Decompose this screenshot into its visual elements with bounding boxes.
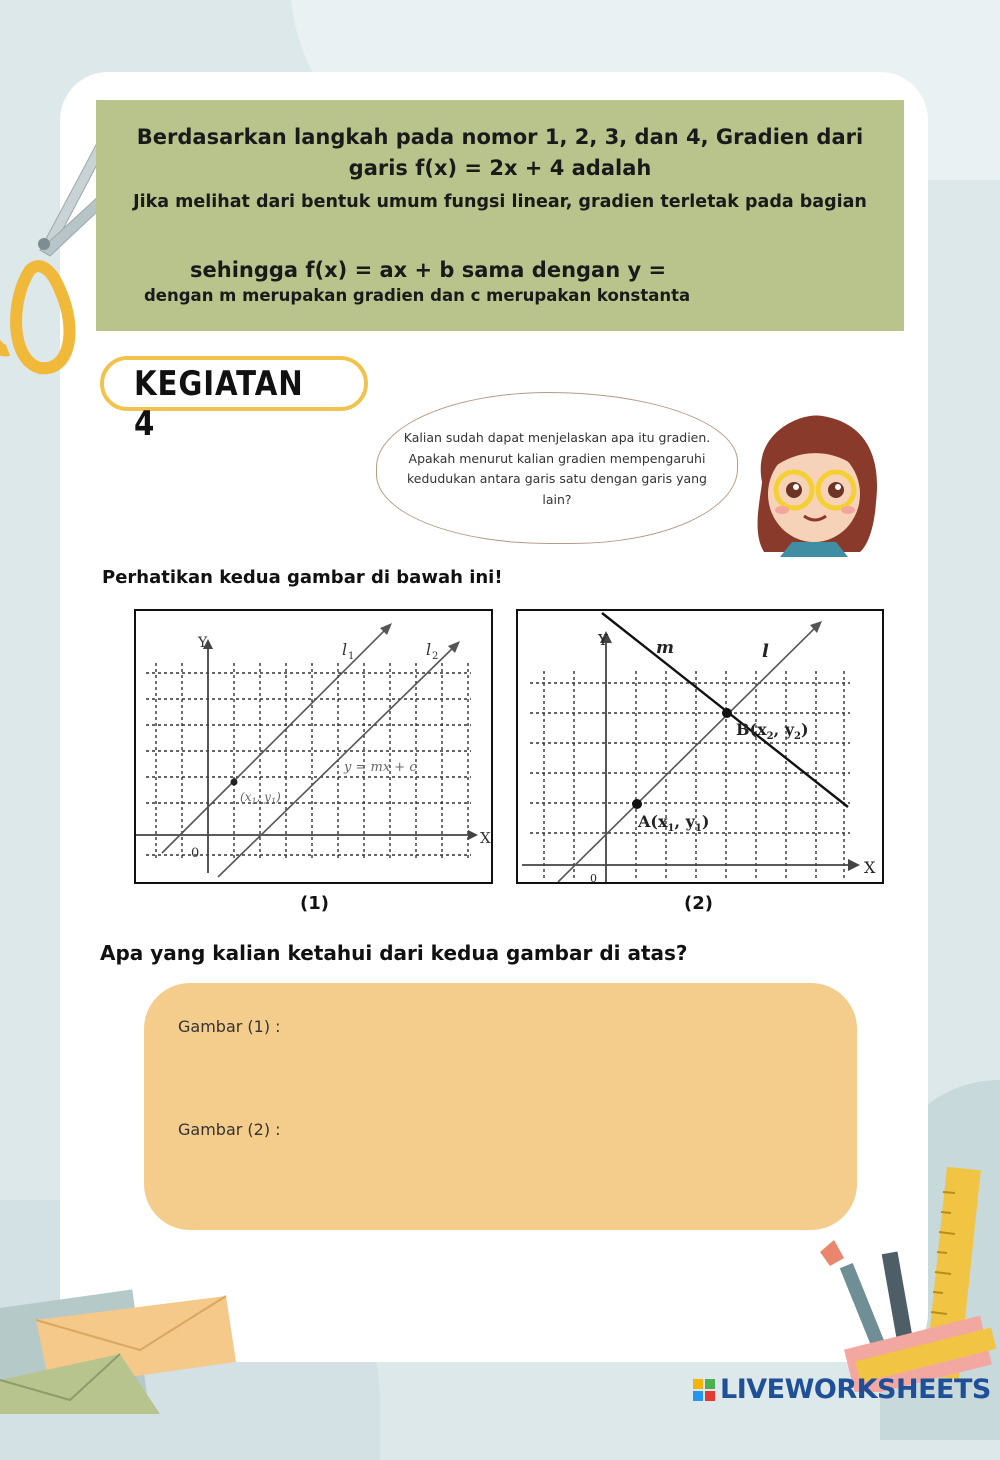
l2-label: l bbox=[426, 640, 432, 659]
point-x1-y1 bbox=[231, 779, 238, 786]
info-line-1: Berdasarkan langkah pada nomor 1, 2, 3, dan 4, Gradien dari garis f(x) = 2x + 4 adalah bbox=[136, 125, 864, 180]
l1-label: l bbox=[342, 640, 348, 659]
figure-2 bbox=[516, 609, 884, 884]
point-a bbox=[632, 799, 642, 809]
activity-title: KEGIATAN 4 bbox=[134, 364, 304, 444]
figure-1-graph bbox=[136, 611, 491, 882]
figure-2-caption: (2) bbox=[684, 893, 713, 914]
info-box bbox=[96, 100, 904, 331]
speech-bubble bbox=[376, 392, 738, 544]
line-l1 bbox=[162, 625, 390, 853]
x-axis-label: X bbox=[864, 858, 876, 877]
figure-1 bbox=[134, 609, 493, 884]
y-axis-label: Y bbox=[198, 635, 208, 651]
liveworksheets-brand: LIVEWORKSHEETS bbox=[720, 1374, 991, 1405]
point-a-label: $A(x_1$, $y_1$) bbox=[638, 812, 710, 834]
answer-label-2: Gambar (2) : bbox=[178, 1120, 281, 1139]
figure-2-graph bbox=[518, 611, 882, 882]
equation-label: y = mx + c bbox=[344, 760, 417, 775]
y-axis-label: Y bbox=[598, 631, 608, 649]
origin-label: 0 bbox=[191, 846, 200, 861]
origin-label: 0 bbox=[590, 872, 597, 882]
info-line-3: sehingga f(x) = ax + b sama dengan y = bbox=[190, 258, 667, 282]
l2-subscript: 2 bbox=[432, 651, 439, 662]
instruction-text: Perhatikan kedua gambar di bawah ini! bbox=[102, 567, 503, 588]
point-label: ($x_1$, $y_1$) bbox=[240, 790, 281, 806]
x-axis-label: X bbox=[480, 829, 491, 847]
point-b-label: $B(x_2$, $y_2$) bbox=[736, 720, 809, 742]
l-label: l bbox=[762, 641, 769, 662]
envelope-icon bbox=[0, 1270, 240, 1414]
answer-box bbox=[144, 983, 857, 1230]
liveworksheets-logo-icon bbox=[692, 1378, 716, 1402]
girl-avatar bbox=[742, 412, 882, 557]
l1-subscript: 1 bbox=[348, 651, 355, 662]
figure-1-caption: (1) bbox=[300, 893, 329, 914]
m-label: m bbox=[656, 638, 674, 658]
speech-bubble-text: Kalian sudah dapat menjelaskan apa itu gradien. Apakah menurut kalian gradien mempengaruhi kedudukan antara garis satu dengan garis yang lain? bbox=[403, 430, 711, 507]
info-line-4: dengan m merupakan gradien dan c merupakan konstanta bbox=[144, 286, 691, 305]
question-text: Apa yang kalian ketahui dari kedua gambar di atas? bbox=[100, 941, 688, 965]
answer-label-1: Gambar (1) : bbox=[178, 1017, 281, 1036]
point-b bbox=[722, 708, 732, 718]
activity-title-badge bbox=[100, 356, 368, 444]
info-line-2: Jika melihat dari bentuk umum fungsi linear, gradien terletak pada bagian bbox=[133, 192, 867, 212]
